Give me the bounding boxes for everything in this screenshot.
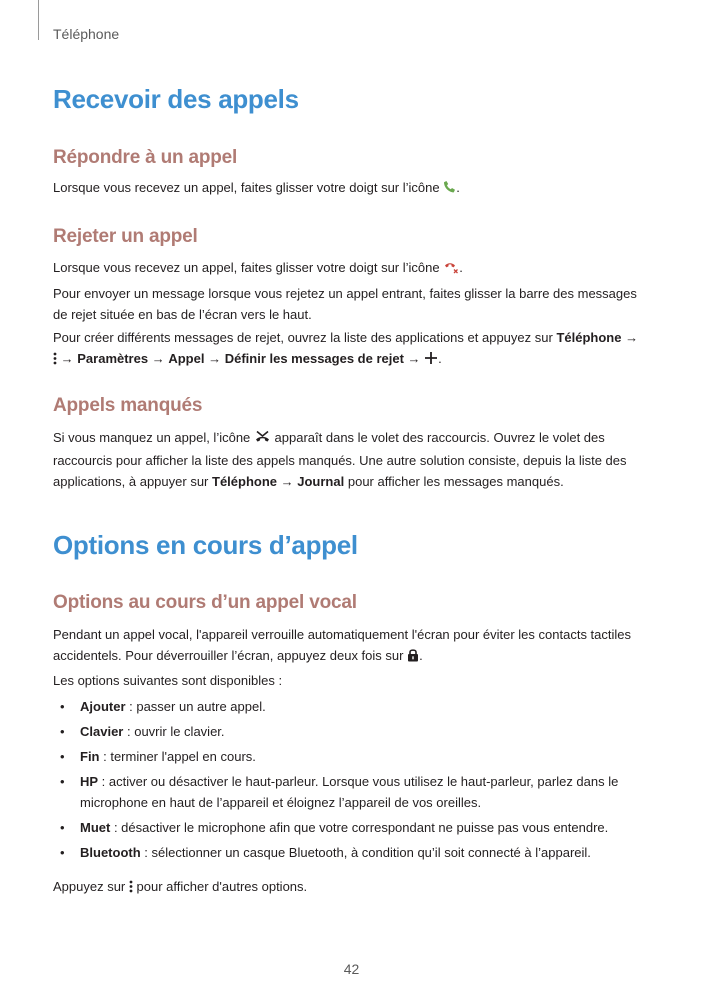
- phone-reject-icon: [443, 259, 459, 280]
- list-item-ajouter: • Ajouter : passer un autre appel.: [60, 699, 266, 714]
- heading-rejeter: Rejeter un appel: [53, 226, 198, 247]
- margin-rule: [38, 0, 39, 40]
- add-icon: [424, 350, 438, 371]
- list-item-bluetooth: • Bluetooth : sélectionner un casque Bluetooth, à condition qu’il soit connecté à l’appareil.: [60, 845, 591, 860]
- title-recevoir: Recevoir des appels: [53, 84, 299, 114]
- more-options-icon: [53, 350, 57, 371]
- para-manques: Si vous manquez un appel, l’icône apparaît dans le volet des raccourcis. Ouvrez le volet des raccourcis pour afficher la liste des appels manqués. Une autre solution consiste, depuis la liste des applications, à appuyer sur Téléphone → Journal pour afficher les messages manqués.: [53, 430, 627, 489]
- para-vocal-1: Pendant un appel vocal, l'appareil verrouille automatiquement l'écran pour éviter les contacts tactiles accidentels. Pour déverrouiller l’écran, appuyez deux fois sur .: [53, 624, 651, 668]
- heading-vocal: Options au cours d’un appel vocal: [53, 592, 357, 613]
- page-number: 42: [343, 961, 360, 977]
- lock-icon: [407, 647, 419, 668]
- para-rejeter-3: Pour créer différents messages de rejet, ouvrez la liste des applications et appuyez sur Téléphone → → Paramètres → Appel → Définir les messages de rejet → .: [53, 327, 651, 371]
- more-options-icon: [129, 878, 133, 899]
- heading-repondre: Répondre à un appel: [53, 147, 238, 168]
- heading-manques: Appels manqués: [53, 395, 203, 416]
- phone-answer-icon: [443, 179, 456, 200]
- para-rejeter-2: Pour envoyer un message lorsque vous rejetez un appel entrant, faites glisser la barre des messages de rejet située en bas de l’écran vers le haut.: [53, 286, 637, 322]
- list-item-fin: • Fin : terminer l'appel en cours.: [60, 749, 256, 764]
- list-item-muet: • Muet : désactiver le microphone afin que votre correspondant ne puisse pas vous entendre.: [60, 820, 609, 835]
- para-repondre: Lorsque vous recevez un appel, faites glisser votre doigt sur l’icône .: [53, 177, 651, 200]
- list-item-clavier: • Clavier : ouvrir le clavier.: [60, 724, 225, 739]
- para-rejeter-1: Lorsque vous recevez un appel, faites glisser votre doigt sur l’icône .: [53, 257, 651, 280]
- para-vocal-2: Les options suivantes sont disponibles :: [53, 673, 283, 688]
- title-options: Options en cours d’appel: [53, 530, 358, 560]
- section-label: Téléphone: [53, 26, 120, 42]
- para-vocal-3: Appuyez sur pour afficher d'autres options.: [53, 876, 651, 899]
- options-list: [53, 696, 651, 867]
- list-item-hp: • HP : activer ou désactiver le haut-parleur. Lorsque vous utilisez le haut-parleur, parlez dans le microphone en haut de l’appareil et éloignez l’appareil de vos oreilles.: [60, 774, 619, 810]
- missed-call-icon: [254, 429, 271, 450]
